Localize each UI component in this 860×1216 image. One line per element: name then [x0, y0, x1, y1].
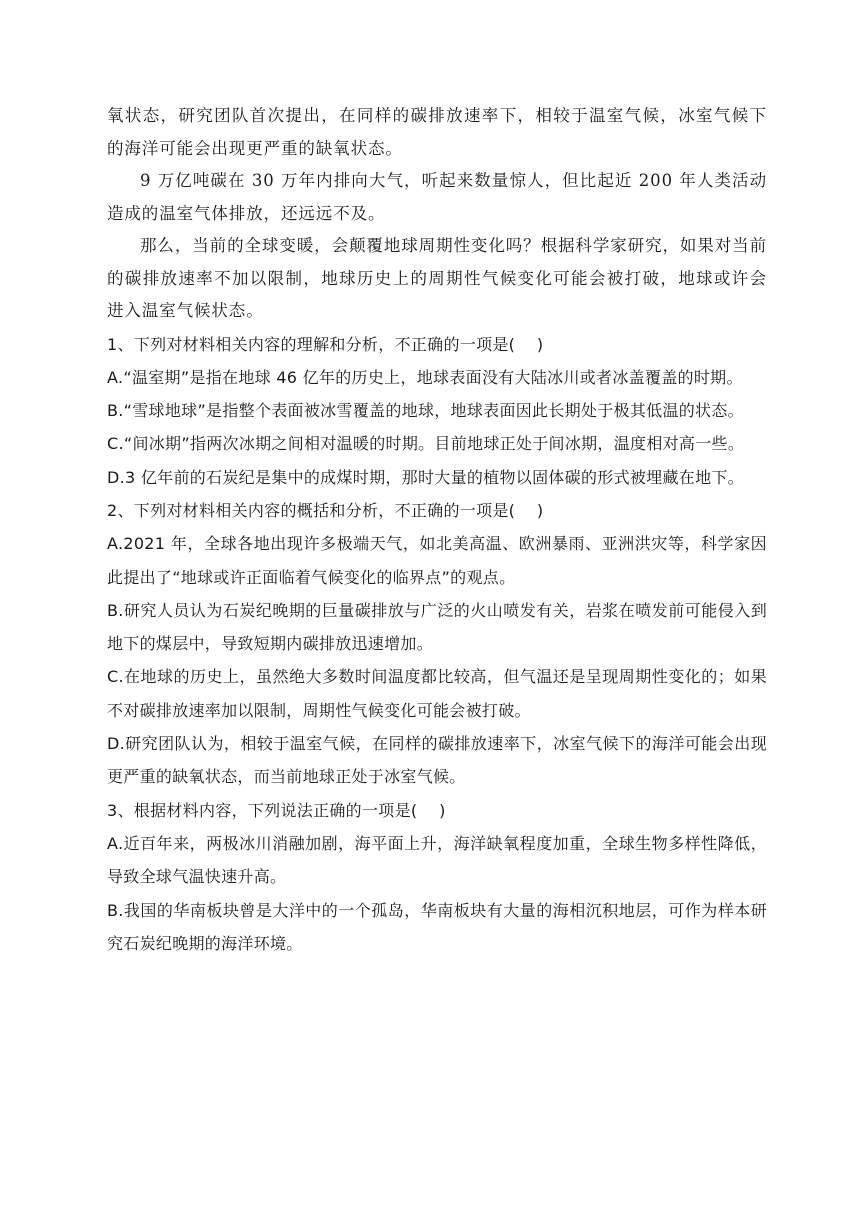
answer-option: B.我国的华南板块曾是大洋中的一个孤岛，华南板块有大量的海相沉积地层，可作为样本研究石炭纪晚期的海洋环境。: [107, 900, 767, 953]
passage-paragraph: 氧状态，研究团队首次提出，在同样的碳排放速率下，相较于温室气候，冰室气候下的海洋可能会出现更严重的缺氧状态。: [107, 106, 767, 158]
question-2: [107, 494, 767, 794]
answer-option: A.2021 年，全球各地出现许多极端天气，如北美高温、欧洲暴雨、亚洲洪灾等，科学家因此提出了“地球或许正面临着气候变化的临界点”的观点。: [107, 534, 767, 587]
answer-option: D.3 亿年前的石炭纪是集中的成煤时期，那时大量的植物以固体碳的形式被埋藏在地下。: [107, 467, 744, 487]
answer-option: D.研究团队认为，相较于温室气候，在同样的碳排放速率下，冰室气候下的海洋可能会出现更严重的缺氧状态，而当前地球正处于冰室气候。: [107, 734, 767, 787]
question-stem: 3、根据材料内容，下列说法正确的一项是( ): [107, 800, 446, 820]
answer-option: C.在地球的历史上，虽然绝大多数时间温度都比较高，但气温还是呈现周期性变化的；如果不对碳排放速率加以限制，周期性气候变化可能会被打破。: [107, 667, 767, 720]
question-stem: 1、下列对材料相关内容的理解和分析，不正确的一项是( ): [107, 334, 544, 354]
answer-option: C.“间冰期”指两次冰期之间相对温暖的时期。目前地球正处于间冰期，温度相对高一些。: [107, 434, 745, 454]
answer-option: B.研究人员认为石炭纪晚期的巨量碳排放与广泛的火山喷发有关，岩浆在喷发前可能侵入到地下的煤层中，导致短期内碳排放迅速增加。: [107, 600, 767, 654]
passage-paragraph: 9 万亿吨碳在 30 万年内排向大气，听起来数量惊人，但比起近 200 年人类活动造成的温室气体排放，还远远不及。: [107, 171, 767, 223]
document-body: [107, 100, 767, 960]
question-3: [107, 794, 767, 960]
question-1: [107, 328, 767, 494]
answer-option: B.“雪球地球”是指整个表面被冰雪覆盖的地球，地球表面因此长期处于极其低温的状态。: [107, 401, 744, 421]
question-stem: 2、下列对材料相关内容的概括和分析，不正确的一项是( ): [107, 500, 544, 520]
answer-option: A.近百年来，两极冰川消融加剧，海平面上升，海洋缺氧程度加重，全球生物多样性降低，导致全球气温快速升高。: [107, 833, 767, 887]
answer-option: A.“温室期”是指在地球 46 亿年的历史上，地球表面没有大陆冰川或者冰盖覆盖的时期。: [107, 367, 743, 387]
passage-paragraph: 那么，当前的全球变暖，会颠覆地球周期性变化吗？根据科学家研究，如果对当前的碳排放速率不加以限制，地球历史上的周期性气候变化可能会被打破，地球或许会进入温室气候状态。: [107, 236, 767, 320]
